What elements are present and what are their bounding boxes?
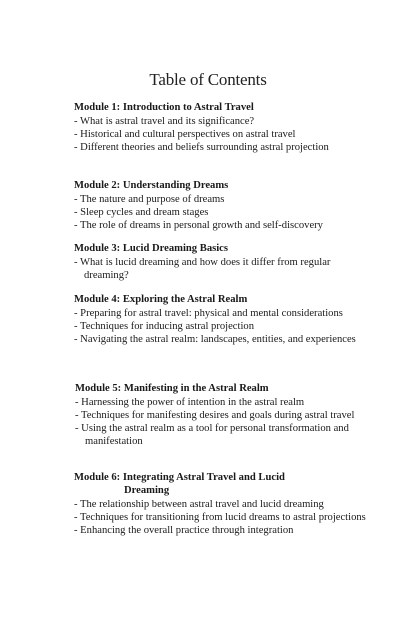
list-item: - Different theories and beliefs surrounding astral projection (74, 142, 329, 153)
module-heading: Module 3: Lucid Dreaming Basics (74, 243, 229, 254)
module-heading (74, 471, 374, 497)
list-item: - What is astral travel and its significance? (74, 116, 255, 127)
list-item: - Historical and cultural perspectives on astral travel (74, 129, 296, 140)
list-item: - Techniques for transitioning from lucid dreams to astral projections (74, 512, 366, 523)
list-item: - Sleep cycles and dream stages (74, 207, 209, 218)
list-item: - What is lucid dreaming and how does it differ from regular dreaming? (74, 257, 331, 281)
module-4-section (74, 293, 374, 346)
list-item: - Techniques for inducing astral projection (74, 321, 254, 332)
list-item: - The role of dreams in personal growth and self-discovery (74, 220, 323, 231)
module-heading-line-2: Dreaming (124, 485, 170, 496)
list-item: - Navigating the astral realm: landscapes, entities, and experiences (74, 334, 356, 345)
list-item: - Using the astral realm as a tool for personal transformation and manifestation (75, 423, 349, 447)
module-3-section (74, 242, 374, 282)
module-2-section (74, 179, 374, 232)
module-1-section (74, 101, 374, 154)
module-6-section (74, 471, 374, 537)
list-item: - Techniques for manifesting desires and goals during astral travel (75, 410, 355, 421)
module-heading: Module 5: Manifesting in the Astral Realm (75, 383, 269, 394)
list-item: - The relationship between astral travel and lucid dreaming (74, 499, 324, 510)
list-item: - Preparing for astral travel: physical and mental considerations (74, 308, 343, 319)
list-item: - The nature and purpose of dreams (74, 194, 225, 205)
module-heading: Module 4: Exploring the Astral Realm (74, 294, 248, 305)
module-heading: Module 2: Understanding Dreams (74, 180, 229, 191)
module-heading: Module 1: Introduction to Astral Travel (74, 102, 254, 113)
module-5-section (75, 382, 375, 448)
list-item: - Enhancing the overall practice through integration (74, 525, 294, 536)
page-title: Table of Contents (149, 70, 267, 89)
list-item: - Harnessing the power of intention in the astral realm (75, 397, 305, 408)
module-heading-line-1: Module 6: Integrating Astral Travel and Lucid (74, 472, 285, 483)
